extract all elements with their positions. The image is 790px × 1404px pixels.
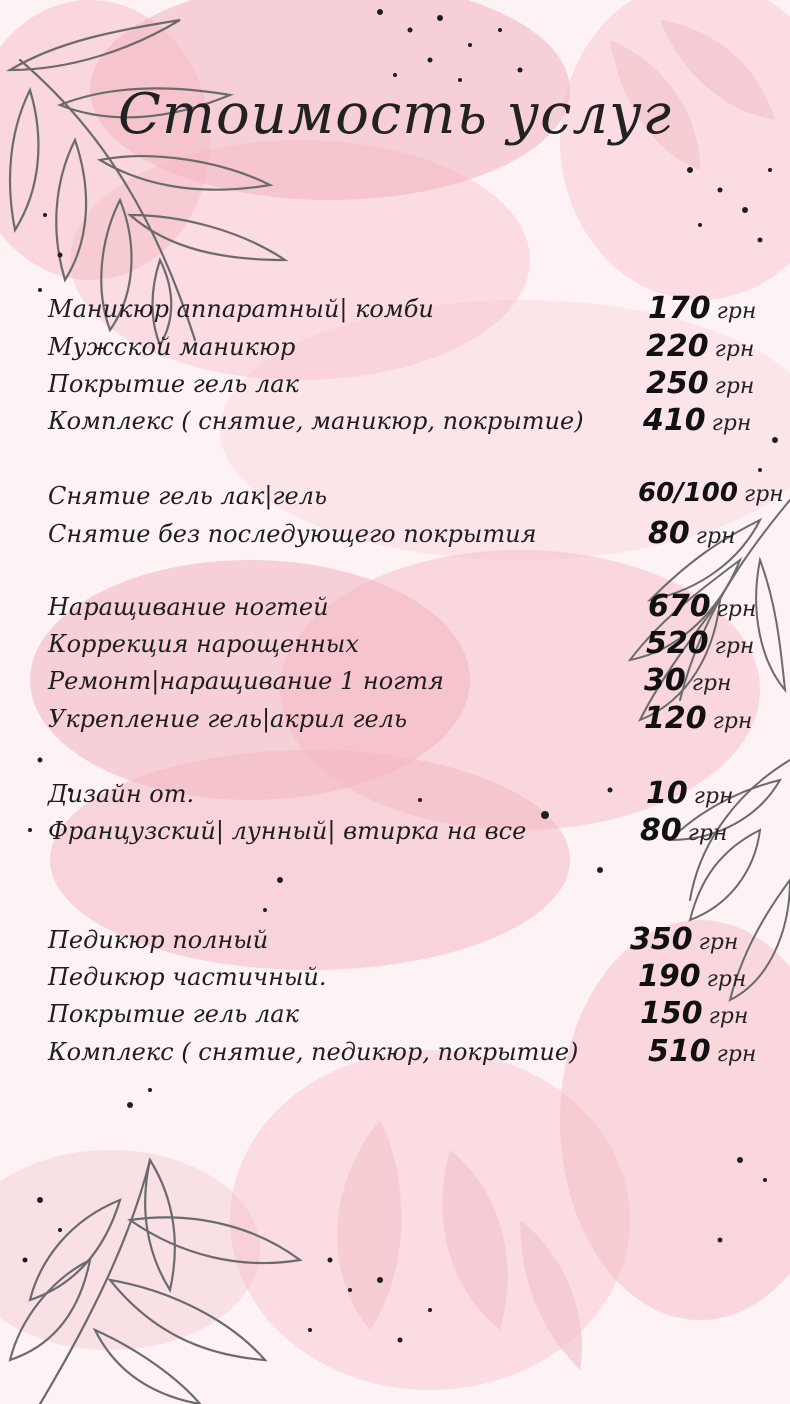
price-row	[48, 663, 768, 703]
service-price: 80 грн	[640, 813, 728, 848]
price-row	[48, 403, 768, 443]
service-price: 170 грн	[648, 291, 757, 326]
price-row	[48, 516, 768, 556]
price-row	[48, 478, 784, 518]
currency-label: грн	[708, 1004, 749, 1029]
price-row	[48, 701, 768, 741]
service-name: Коррекция нарощенных	[48, 630, 359, 658]
service-name: Покрытие гель лак	[48, 370, 299, 398]
price-row	[48, 291, 768, 331]
service-price: 510 грн	[648, 1034, 757, 1069]
service-price: 670 грн	[648, 589, 757, 624]
service-price: 150 грн	[640, 996, 749, 1031]
price-row	[48, 626, 768, 666]
currency-label: грн	[716, 1042, 757, 1067]
service-name: Маникюр аппаратный| комби	[48, 295, 434, 323]
currency-label: грн	[716, 597, 757, 622]
price-row	[48, 813, 768, 853]
currency-label: грн	[706, 967, 747, 992]
price-row	[48, 1034, 768, 1074]
currency-label: грн	[716, 299, 757, 324]
currency-label: грн	[693, 784, 734, 809]
price-row	[48, 922, 768, 962]
currency-label: грн	[712, 709, 753, 734]
currency-label: грн	[695, 524, 736, 549]
service-price: 520 грн	[646, 626, 755, 661]
service-name: Снятие гель лак|гель	[48, 482, 328, 510]
service-name: Комплекс ( снятие, маникюр, покрытие)	[48, 407, 584, 435]
service-price: 10 грн	[646, 776, 734, 811]
service-name: Покрытие гель лак	[48, 1000, 299, 1028]
price-row	[48, 959, 768, 999]
price-row	[48, 996, 768, 1036]
service-name: Наращивание ногтей	[48, 593, 329, 621]
currency-label: грн	[743, 482, 784, 507]
service-price: 190 грн	[638, 959, 747, 994]
currency-label: грн	[698, 930, 739, 955]
service-price: 410 грн	[643, 403, 752, 438]
currency-label: грн	[714, 634, 755, 659]
service-price: 250 грн	[646, 366, 755, 401]
service-price: 80 грн	[648, 516, 736, 551]
price-row	[48, 589, 768, 629]
service-price: 220 грн	[646, 329, 755, 364]
service-name: Педикюр частичный.	[48, 963, 327, 991]
page-title: Стоимость услуг	[118, 82, 672, 147]
service-name: Дизайн от.	[48, 780, 195, 808]
currency-label: грн	[687, 821, 728, 846]
service-name: Ремонт|наращивание 1 ногтя	[48, 667, 444, 695]
currency-label: грн	[714, 337, 755, 362]
service-name: Комплекс ( снятие, педикюр, покрытие)	[48, 1038, 579, 1066]
price-row	[48, 329, 768, 369]
currency-label: грн	[714, 374, 755, 399]
currency-label: грн	[711, 411, 752, 436]
currency-label: грн	[691, 671, 732, 696]
service-name: Укрепление гель|акрил гель	[48, 705, 408, 733]
price-row	[48, 366, 768, 406]
service-price: 60/100 грн	[638, 478, 784, 508]
service-price: 350 грн	[630, 922, 739, 957]
service-name: Мужской маникюр	[48, 333, 296, 361]
service-price: 30 грн	[644, 663, 732, 698]
price-row	[48, 776, 768, 816]
service-price: 120 грн	[644, 701, 753, 736]
service-name: Педикюр полный	[48, 926, 269, 954]
service-name: Французский| лунный| втирка на все	[48, 817, 527, 845]
service-name: Снятие без последующего покрытия	[48, 520, 537, 548]
